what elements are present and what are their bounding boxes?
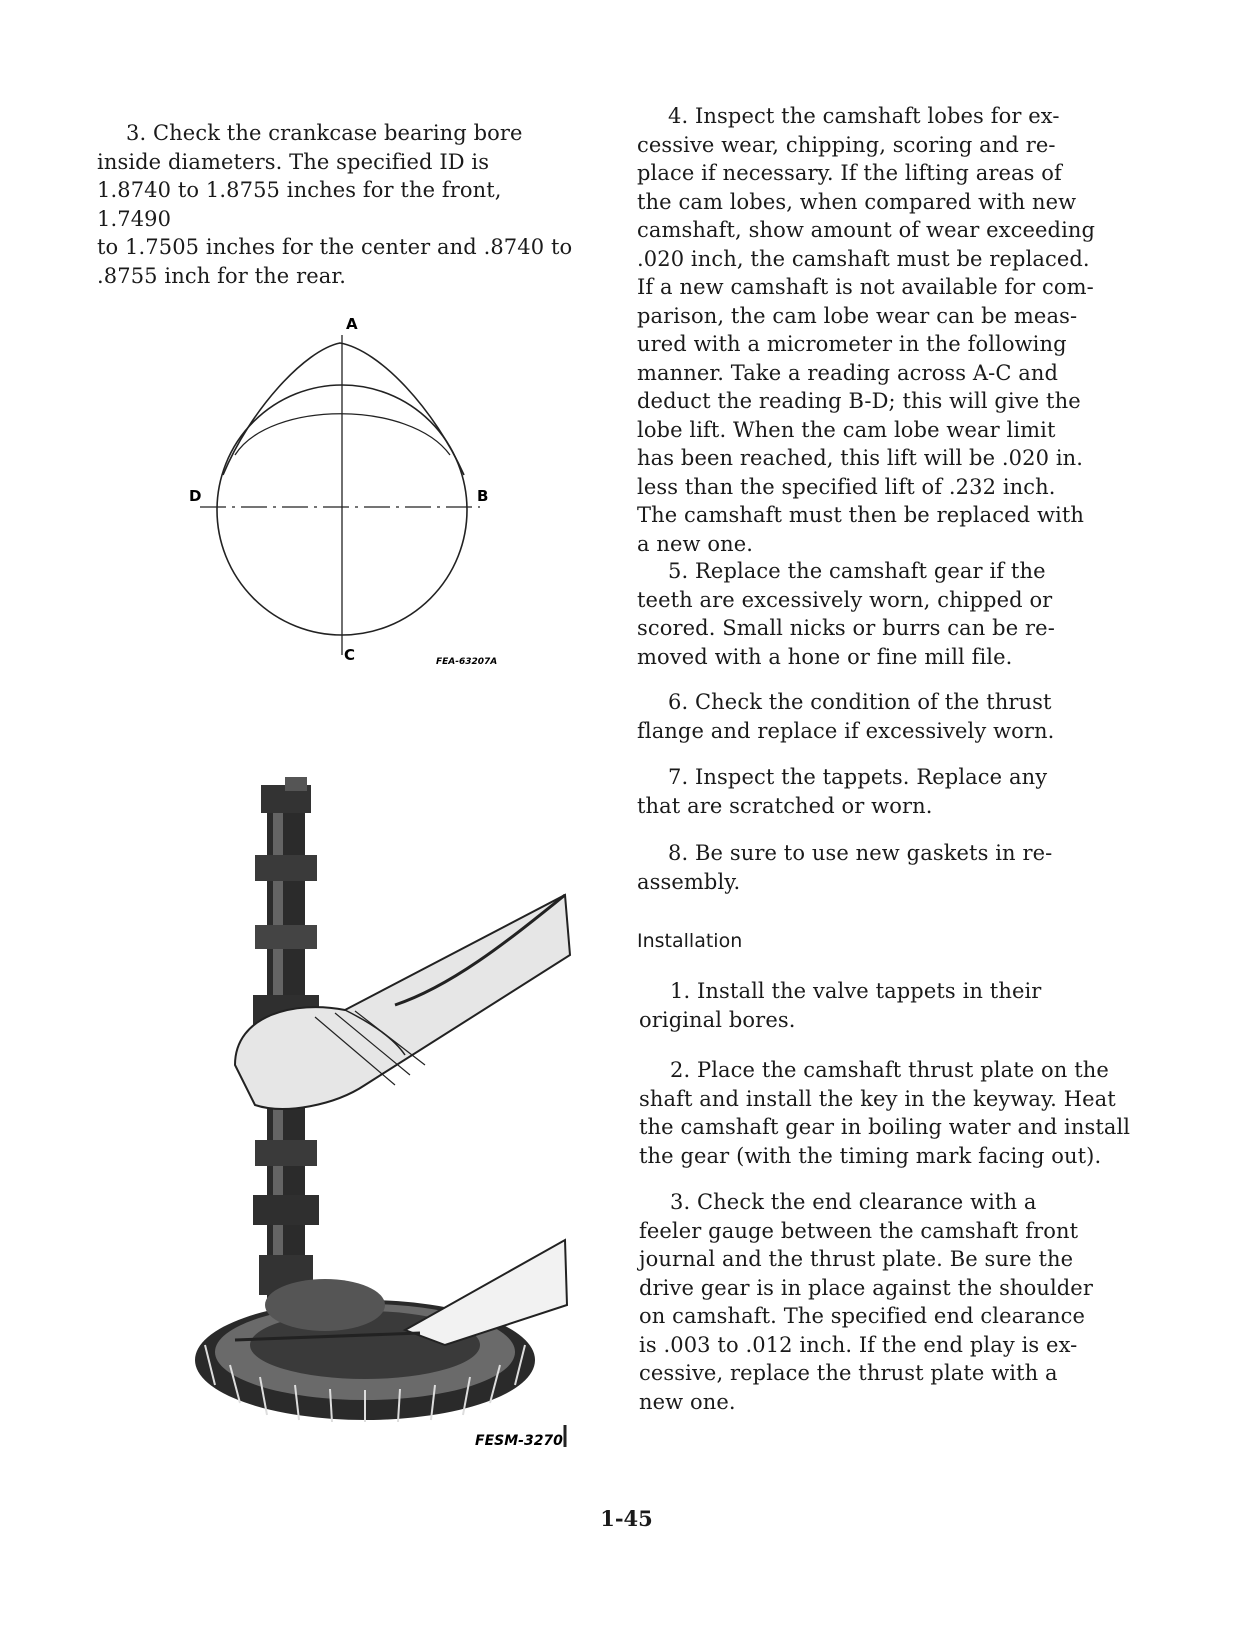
second-hand-shape bbox=[405, 1240, 567, 1345]
right-step-6-text: 6. Check the condition of the thrust flange and replace if excessively worn. bbox=[637, 690, 1055, 743]
lobe-outline-shape bbox=[223, 343, 464, 475]
cam-lobe-diagram bbox=[180, 315, 520, 695]
journal-2 bbox=[253, 1195, 319, 1225]
installation-step-2-text: 2. Place the camshaft thrust plate on the shaft and install the key in the keyway. Heat the camshaft gear in boiling water and install the gear (with the timing mark facing out). bbox=[639, 1058, 1131, 1168]
label-b: B bbox=[477, 487, 489, 505]
right-step-8-text: 8. Be sure to use new gaskets in re- assembly. bbox=[637, 841, 1053, 894]
page-number: 1-45 bbox=[600, 1506, 653, 1531]
installation-step-3-text: 3. Check the end clearance with a feeler gauge between the camshaft front journal and the thrust plate. Be sure the drive gear is in place against the shoulder on camshaft. The specified end clearance is .003 to .012 inch. If the end play is ex- cessive, replace the thrust plate with a new one. bbox=[639, 1190, 1093, 1414]
cam-lobe-1 bbox=[255, 855, 317, 881]
installation-step-1-text: 1. Install the valve tappets in their original bores. bbox=[639, 979, 1042, 1032]
camshaft-illustration bbox=[195, 785, 595, 1465]
cam-lobe-2 bbox=[255, 925, 317, 949]
label-c: C bbox=[344, 646, 356, 664]
label-a: A bbox=[346, 315, 358, 333]
figure1-code: FEA-63207A bbox=[436, 657, 498, 667]
figure2-code: FESM-3270 bbox=[475, 1433, 563, 1449]
cam-lobe-4 bbox=[255, 1140, 317, 1166]
right-step-4-text: 4. Inspect the camshaft lobes for ex- cessive wear, chipping, scoring and re- place if necessary. If the lifting areas of the cam lobes, when compared with new camshaft, show amount of wear exceeding .020 inch, the camshaft must be replaced. If a new camshaft is not available for com- parison, the cam lobe wear can be meas- ured with a micrometer in the following manner. Take a reading across A-C and deduct the reading B-D; this will give the lobe lift. When the cam lobe wear limit has been reached, this lift will be .020 in. less than the specified lift of .232 inch. The camshaft must then be replaced with a new one. bbox=[637, 104, 1096, 556]
label-d: D bbox=[189, 487, 202, 505]
thrust-plate bbox=[265, 1279, 385, 1331]
installation-heading: Installation bbox=[637, 930, 743, 952]
right-step-7-text: 7. Inspect the tappets. Replace any that are scratched or worn. bbox=[637, 765, 1048, 818]
left-step-3-text: 3. Check the crankcase bearing bore inside diameters. The specified ID is 1.8740 to 1.8755 inches for the front, 1.7490 to 1.7505 inches for the center and .8740 to .8755 inch for the rear. bbox=[97, 121, 573, 288]
right-step-5-text: 5. Replace the camshaft gear if the teeth are excessively worn, chipped or scored. Small nicks or burrs can be re- moved with a hone or fine mill file. bbox=[637, 559, 1055, 669]
